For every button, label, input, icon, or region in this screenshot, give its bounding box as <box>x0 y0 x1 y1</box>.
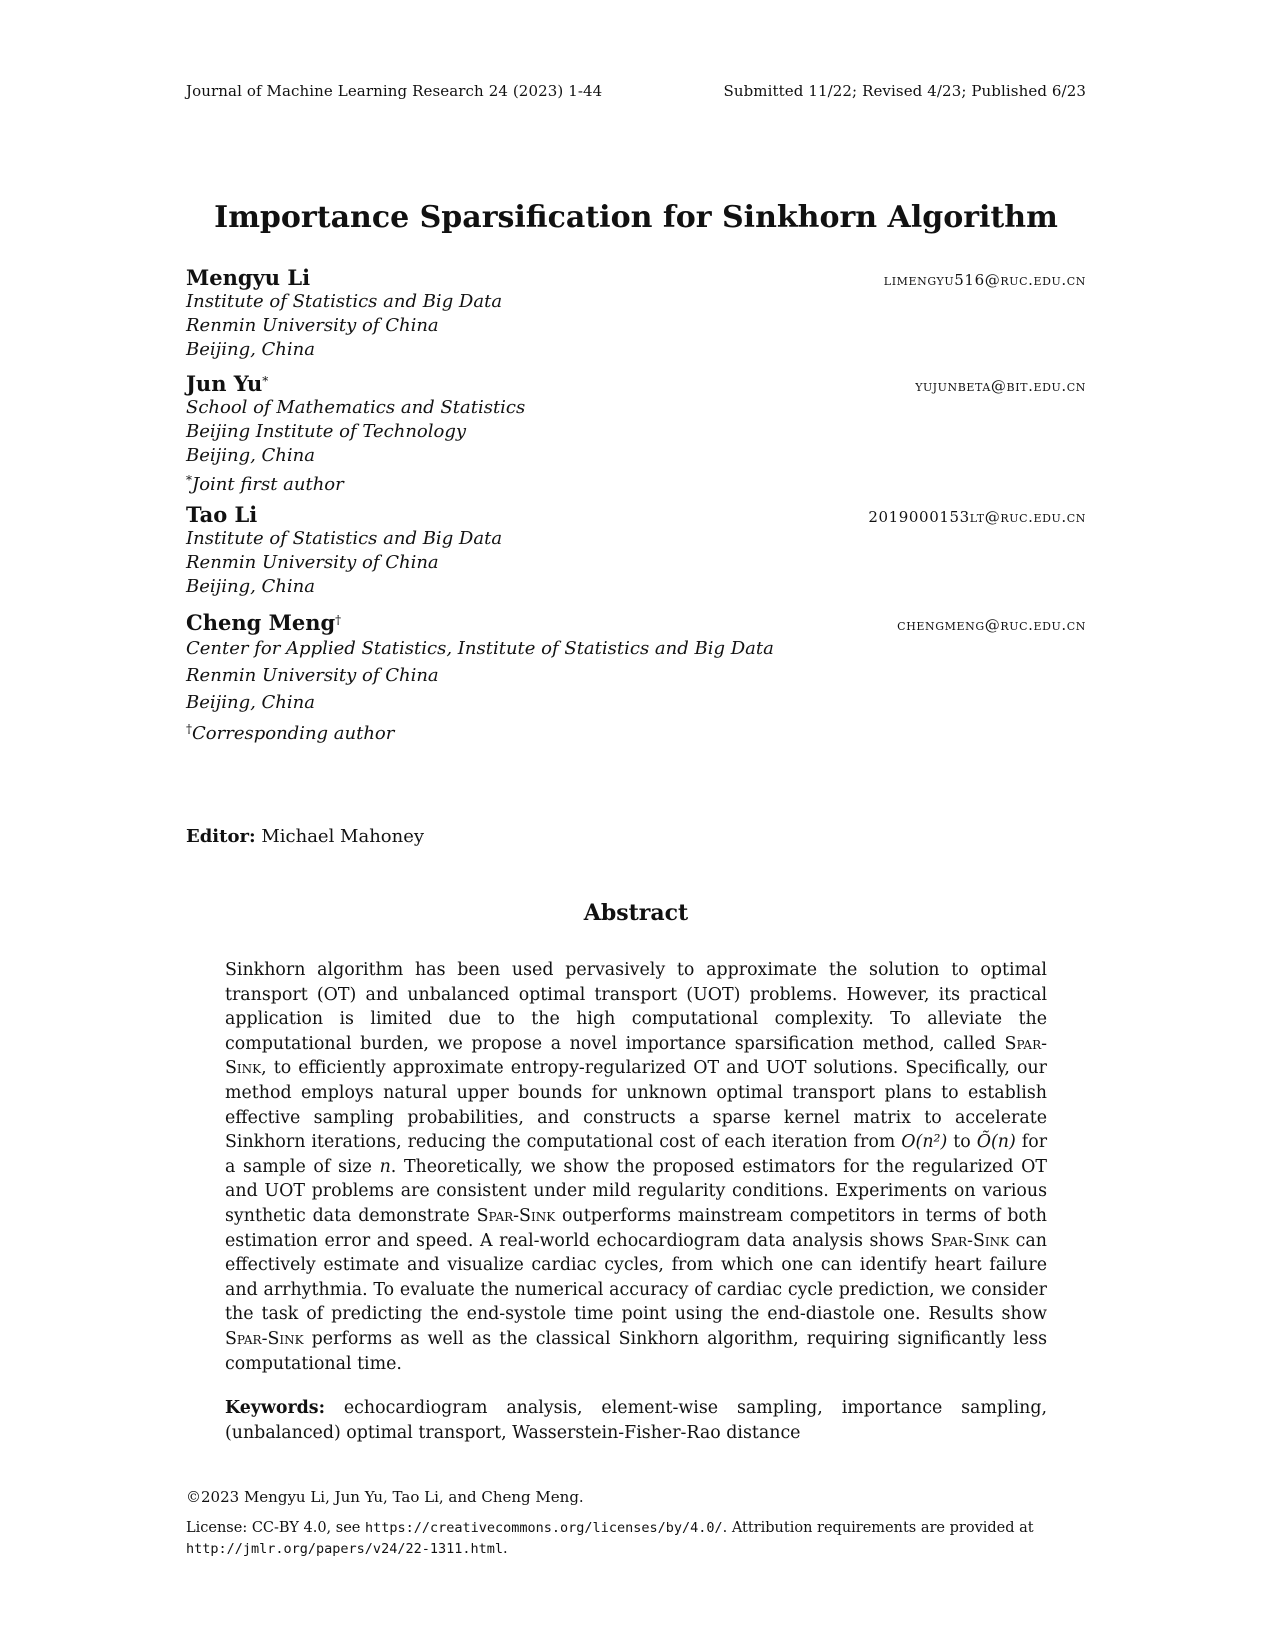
author-email[interactable]: yujunbeta@bit.edu.cn <box>915 377 1086 395</box>
author-block-3 <box>186 502 1086 599</box>
keywords-text: echocardiogram analysis, element-wise sampling, importance sampling, (unbalanced) optimal transport, Wasserstein-Fisher-Rao distance <box>225 1398 1047 1443</box>
author-email[interactable]: limengyu516@ruc.edu.cn <box>883 271 1086 289</box>
math-expression: Õ(n) <box>976 1132 1016 1153</box>
author-affiliation: School of Mathematics and Statistics Beijing Institute of Technology Beijing, China *Joint first author <box>186 396 1086 497</box>
author-name: Tao Li <box>186 502 258 527</box>
editor-label: Editor: <box>186 826 256 847</box>
method-name: Spar-Sink <box>225 1033 1047 1079</box>
journal-citation: Journal of Machine Learning Research 24 (2023) 1-44 <box>186 82 603 100</box>
keywords <box>225 1396 1047 1446</box>
attribution-link[interactable]: http://jmlr.org/papers/v24/22-1311.html <box>186 1541 503 1557</box>
license-link[interactable]: https://creativecommons.org/licenses/by/4.0/ <box>364 1520 723 1536</box>
author-name: Cheng Meng† <box>186 610 342 635</box>
publication-dates: Submitted 11/22; Revised 4/23; Published 6/23 <box>723 82 1086 100</box>
abstract-text: Sinkhorn algorithm has been used pervasively to approximate the solution to optimal transport (OT) and unbalanced optimal transport (UOT) problems. However, its practical application is limited due to the high computational complexity. To alleviate the computational burden, we propose a novel importance sparsification method, called Spar-Sink, to efficiently approximate entropy-regularized OT and UOT solutions. Specifically, our method employs natural upper bounds for unknown optimal transport plans to establish effective sampling probabilities, and constructs a sparse kernel matrix to accelerate Sinkhorn iterations, reducing the computational cost of each iteration from O(n²) to Õ(n) for a sample of size n. Theoretically, we show the proposed estimators for the regularized OT and UOT problems are consistent under mild regularity conditions. Experiments on various synthetic data demonstrate Spar-Sink outperforms mainstream competitors in terms of both estimation error and speed. A real-world echocardiogram data analysis shows Spar-Sink can effectively estimate and visualize cardiac cycles, from which one can identify heart failure and arrhythmia. To evaluate the numerical accuracy of cardiac cycle prediction, we consider the task of predicting the end-systole time point using the end-diastole one. Results show Spar-Sink performs as well as the classical Sinkhorn algorithm, requiring significantly less computational time. <box>225 960 1048 1374</box>
math-expression: n <box>379 1156 391 1177</box>
author-note: *Joint first author <box>186 473 344 495</box>
editor-line <box>186 826 424 847</box>
author-affiliation: Center for Applied Statistics, Institute of Statistics and Big Data Renmin University of China Beijing, China †Corresponding author <box>186 635 1086 747</box>
author-email[interactable]: chengmeng@ruc.edu.cn <box>897 616 1086 634</box>
author-block-1 <box>186 265 1086 362</box>
author-note: †Corresponding author <box>186 722 395 744</box>
author-email[interactable]: 2019000153lt@ruc.edu.cn <box>868 508 1086 526</box>
editor-name: Michael Mahoney <box>261 826 425 847</box>
author-block-4 <box>186 610 1086 747</box>
math-expression: O(n²) <box>901 1132 948 1153</box>
author-affiliation: Institute of Statistics and Big Data Renmin University of China Beijing, China <box>186 291 503 360</box>
method-name: Spar-Sink <box>225 1328 304 1349</box>
running-head <box>186 82 1086 102</box>
paper-title: Importance Sparsification for Sinkhorn Algorithm <box>214 200 1058 235</box>
copyright-notice: ©2023 Mengyu Li, Jun Yu, Tao Li, and Cheng Meng. <box>186 1488 584 1506</box>
author-name: Mengyu Li <box>186 265 311 290</box>
method-name: Spar-Sink <box>476 1205 556 1226</box>
abstract-heading: Abstract <box>583 900 689 926</box>
author-block-2 <box>186 371 1086 497</box>
author-name: Jun Yu* <box>186 371 269 396</box>
keywords-label: Keywords: <box>225 1398 326 1418</box>
license-notice: License: CC-BY 4.0, see https://creativecommons.org/licenses/by/4.0/. Attribution requirements are provided at http://jmlr.org/papers/v24/22-1311.html. <box>186 1520 1034 1557</box>
method-name: Spar-Sink <box>930 1230 1010 1251</box>
author-affiliation: Institute of Statistics and Big Data Renmin University of China Beijing, China <box>186 528 503 597</box>
